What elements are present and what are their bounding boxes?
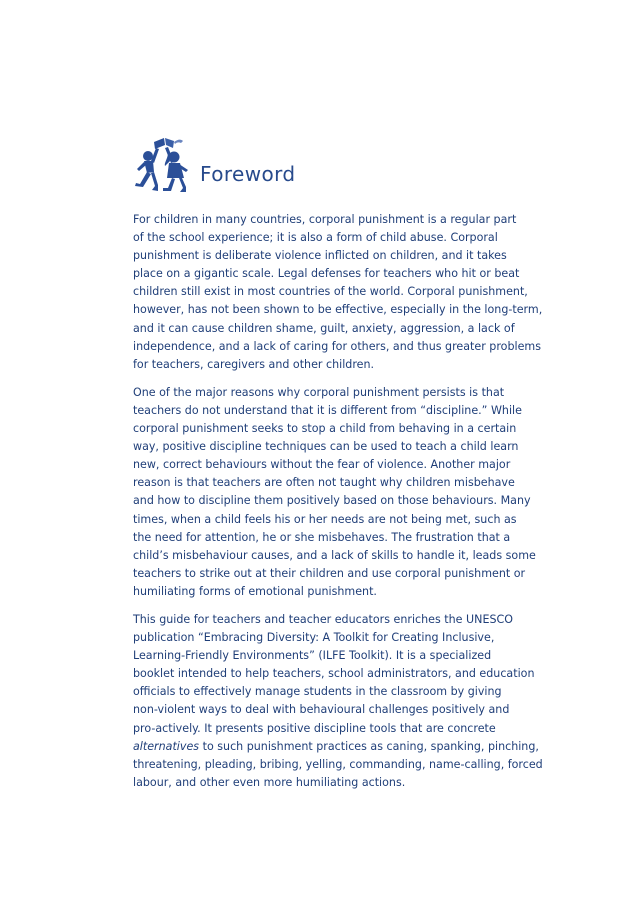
text-line: the need for attention, he or she misbehaves. The frustration that a (133, 530, 511, 544)
paragraph-2 (133, 384, 551, 601)
paragraph-1 (133, 211, 551, 374)
text-line: punishment is deliberate violence inflicted on children, and it takes (133, 249, 507, 263)
text-line: however, has not been shown to be effective, especially in the long-term, (133, 303, 543, 317)
text-line: for teachers, caregivers and other children. (133, 357, 375, 371)
text-line: threatening, pleading, bribing, yelling, commanding, name-calling, forced (133, 757, 543, 771)
children-running-with-book-icon (134, 136, 196, 194)
text-line: humiliating forms of emotional punishment. (133, 584, 377, 598)
text-line: Learning-Friendly Environments” (ILFE Toolkit). It is a specialized (133, 649, 492, 663)
foreword-body (133, 211, 551, 802)
text-line-rest: to such punishment practices as caning, spanking, pinching, (199, 739, 539, 753)
text-line: and how to discipline them positively based on those behaviours. Many (133, 494, 531, 508)
text-line: of the school experience; it is also a form of child abuse. Corporal (133, 231, 498, 245)
text-line: non-violent ways to deal with behavioural challenges positively and (133, 703, 510, 717)
text-line: independence, and a lack of caring for others, and thus greater problems (133, 339, 541, 353)
text-line: pro-actively. It presents positive discipline tools that are concrete (133, 721, 496, 735)
foreword-header (134, 136, 434, 196)
text-line: way, positive discipline techniques can be used to teach a child learn (133, 440, 519, 454)
paragraph-3 (133, 611, 551, 792)
text-line: new, correct behaviours without the fear of violence. Another major (133, 458, 511, 472)
text-line: officials to effectively manage students in the classroom by giving (133, 685, 502, 699)
text-line: For children in many countries, corporal punishment is a regular part (133, 213, 517, 226)
text-line: reason is that teachers are often not taught why children misbehave (133, 476, 515, 490)
text-line: booklet intended to help teachers, school administrators, and education (133, 667, 535, 681)
text-line: publication “Embracing Diversity: A Toolkit for Creating Inclusive, (133, 631, 495, 645)
text-line: labour, and other even more humiliating actions. (133, 775, 406, 789)
text-line: place on a gigantic scale. Legal defenses for teachers who hit or beat (133, 267, 520, 281)
text-line: times, when a child feels his or her needs are not being met, such as (133, 512, 517, 526)
text-line: One of the major reasons why corporal punishment persists is that (133, 385, 505, 399)
text-line: child’s misbehaviour causes, and a lack of skills to handle it, leads some (133, 548, 536, 562)
page-title: Foreword (200, 162, 296, 186)
text-line: children still exist in most countries of the world. Corporal punishment, (133, 285, 528, 299)
text-line: and it can cause children shame, guilt, anxiety, aggression, a lack of (133, 321, 515, 335)
text-line: corporal punishment seeks to stop a child from behaving in a certain (133, 422, 517, 436)
text-line: teachers do not understand that it is different from “discipline.” While (133, 403, 522, 417)
text-line: This guide for teachers and teacher educators enriches the UNESCO (133, 612, 513, 626)
emphasized-word: alternatives (133, 739, 200, 753)
text-line-emphasis (133, 738, 551, 756)
text-line: teachers to strike out at their children and use corporal punishment or (133, 566, 526, 580)
